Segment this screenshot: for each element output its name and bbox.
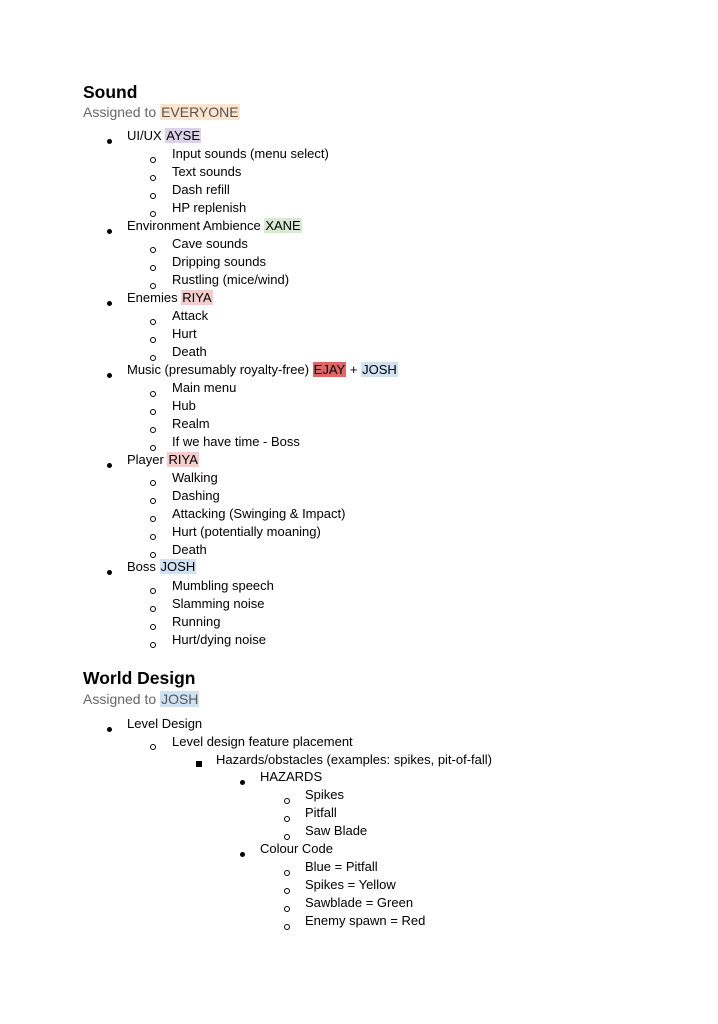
list-item: UI/UX AYSE bbox=[127, 128, 201, 143]
list-item: Environment Ambience XANE bbox=[127, 218, 301, 233]
bullet-circle-icon bbox=[150, 582, 156, 597]
sub-item: Level design feature placement bbox=[172, 734, 353, 749]
assignee-tag: RIYA bbox=[168, 452, 198, 467]
sub-item: HP replenish bbox=[172, 200, 247, 215]
bullet-disc-icon bbox=[107, 720, 112, 735]
sub-item: If we have time - Boss bbox=[172, 434, 300, 449]
bullet-circle-icon bbox=[150, 259, 156, 274]
level5-item: Spikes bbox=[305, 787, 345, 802]
list-item: Music (presumably royalty-free) EJAY + JOSH bbox=[127, 362, 397, 377]
sub-item: Realm bbox=[172, 416, 210, 431]
bullet-circle-icon bbox=[150, 510, 156, 525]
bullet-circle-icon bbox=[150, 528, 156, 543]
level4-item: Colour Code bbox=[260, 841, 333, 856]
assignee-tag: AYSE bbox=[166, 128, 201, 143]
assignee-tag: JOSH bbox=[161, 691, 199, 707]
bullet-disc-icon bbox=[107, 366, 112, 381]
bullet-disc-icon bbox=[107, 132, 112, 147]
bullet-circle-icon bbox=[150, 241, 156, 256]
assigned-prefix: Assigned to bbox=[83, 691, 157, 707]
sub-item: Dashing bbox=[172, 488, 220, 503]
list-item: Player RIYA bbox=[127, 452, 198, 467]
assignee-tag: JOSH bbox=[160, 559, 196, 574]
sub-sub-item: Hazards/obstacles (examples: spikes, pit-of-fall) bbox=[216, 752, 492, 767]
bullet-disc-icon bbox=[240, 773, 245, 788]
bullet-circle-icon bbox=[150, 618, 156, 633]
level4-item: HAZARDS bbox=[260, 769, 323, 784]
bullet-circle-icon bbox=[284, 810, 290, 825]
level5-item: Enemy spawn = Red bbox=[305, 913, 426, 928]
bullet-square-icon bbox=[196, 755, 202, 770]
bullet-circle-icon bbox=[150, 492, 156, 507]
bullet-disc-icon bbox=[240, 845, 245, 860]
sub-item: Attack bbox=[172, 308, 209, 323]
bullet-circle-icon bbox=[284, 864, 290, 879]
bullet-disc-icon bbox=[107, 563, 112, 578]
list-item: Boss JOSH bbox=[127, 559, 196, 574]
bullet-circle-icon bbox=[150, 151, 156, 166]
assignee-tag: JOSH bbox=[362, 362, 397, 377]
list-item: Level Design bbox=[127, 716, 203, 731]
world-design-heading: World Design bbox=[83, 668, 196, 688]
sub-item: Input sounds (menu select) bbox=[172, 146, 329, 161]
bullet-circle-icon bbox=[150, 738, 156, 753]
bullet-circle-icon bbox=[150, 187, 156, 202]
bullet-circle-icon bbox=[150, 331, 156, 346]
bullet-circle-icon bbox=[150, 403, 156, 418]
sub-item: Death bbox=[172, 344, 207, 359]
level5-item: Blue = Pitfall bbox=[305, 859, 378, 874]
assigned-prefix: Assigned to bbox=[83, 104, 157, 120]
bullet-circle-icon bbox=[150, 474, 156, 489]
sub-item: Dripping sounds bbox=[172, 254, 266, 269]
assignee-tag: XANE bbox=[265, 218, 301, 233]
sound-heading: Sound bbox=[83, 82, 138, 102]
bullet-circle-icon bbox=[150, 169, 156, 184]
sub-item: Attacking (Swinging & Impact) bbox=[172, 506, 346, 521]
sub-item: Mumbling speech bbox=[172, 578, 274, 593]
sub-item: Cave sounds bbox=[172, 236, 248, 251]
bullet-circle-icon bbox=[150, 421, 156, 436]
bullet-circle-icon bbox=[150, 313, 156, 328]
sub-item: Death bbox=[172, 542, 207, 557]
assignee-tag: EVERYONE bbox=[161, 104, 239, 120]
world-assigned bbox=[83, 691, 199, 707]
bullet-circle-icon bbox=[284, 918, 290, 933]
bullet-circle-icon bbox=[150, 385, 156, 400]
list-item: Enemies RIYA bbox=[127, 290, 212, 305]
bullet-circle-icon bbox=[150, 600, 156, 615]
assignee-tag: RIYA bbox=[182, 290, 212, 305]
sub-item: Hurt/dying noise bbox=[172, 632, 266, 647]
sub-item: Rustling (mice/wind) bbox=[172, 272, 290, 287]
level5-item: Spikes = Yellow bbox=[305, 877, 396, 892]
sub-item: Hub bbox=[172, 398, 196, 413]
bullet-circle-icon bbox=[284, 882, 290, 897]
sub-item: Hurt bbox=[172, 326, 197, 341]
level5-item: Sawblade = Green bbox=[305, 895, 414, 910]
bullet-disc-icon bbox=[107, 456, 112, 471]
sound-assigned bbox=[83, 104, 240, 120]
level5-item: Saw Blade bbox=[305, 823, 368, 838]
bullet-circle-icon bbox=[284, 792, 290, 807]
bullet-circle-icon bbox=[150, 636, 156, 651]
sub-item: Hurt (potentially moaning) bbox=[172, 524, 321, 539]
sub-item: Text sounds bbox=[172, 164, 242, 179]
sub-item: Walking bbox=[172, 470, 218, 485]
bullet-circle-icon bbox=[284, 900, 290, 915]
sub-item: Slamming noise bbox=[172, 596, 265, 611]
sub-item: Running bbox=[172, 614, 221, 629]
level5-item: Pitfall bbox=[305, 805, 337, 820]
bullet-disc-icon bbox=[107, 294, 112, 309]
bullet-disc-icon bbox=[107, 222, 112, 237]
sub-item: Main menu bbox=[172, 380, 237, 395]
assignee-tag: EJAY bbox=[313, 362, 346, 377]
sub-item: Dash refill bbox=[172, 182, 230, 197]
